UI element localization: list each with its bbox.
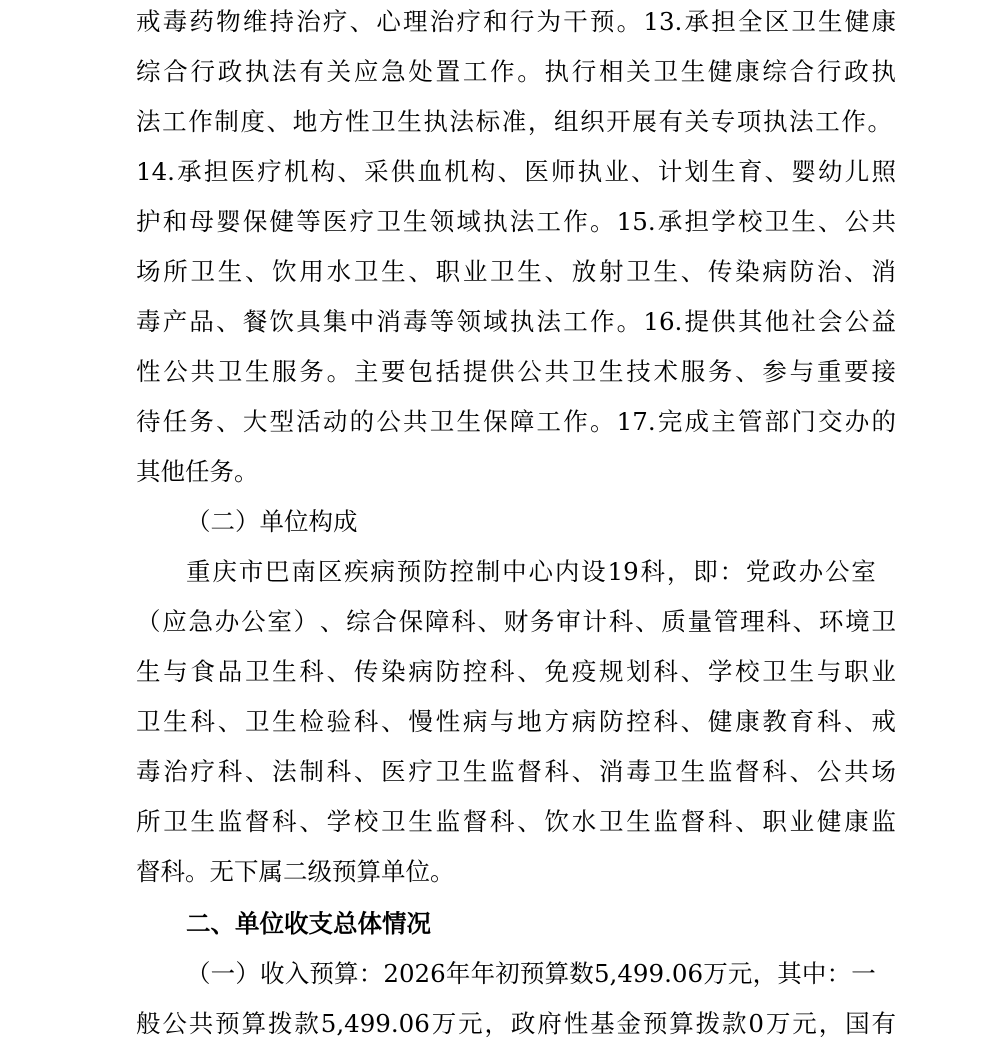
- text-line: 毒 产 品 、 餐 饮 具 集 中 消 毒 等 领 域 执 法 工 作 。 16. 提 供 其 他 社 会 公 益: [136, 307, 896, 336]
- text-line: 戒 毒 药 物 维 持 治 疗 、 心 理 治 疗 和 行 为 干 预 。 13. 承 担 全 区 卫 生 健 康: [136, 7, 896, 36]
- text-line: 法 工 作 制 度 、 地 方 性 卫 生 执 法 标 准 ， 组 织 开 展 有 关 专 项 执 法 工 作 。: [136, 107, 892, 136]
- section-heading-unit-composition: （二）单位构成: [186, 507, 358, 536]
- text-line: 所 卫 生 监 督 科 、 学 校 卫 生 监 督 科 、 饮 水 卫 生 监 督 科 、 职 业 健 康 监: [136, 807, 896, 836]
- text-line: 重 庆 市 巴 南 区 疾 病 预 防 控 制 中 心 内 设 19 科 ， 即 ： 党 政 办 公 室: [186, 557, 876, 586]
- text-line: 性 公 共 卫 生 服 务 。 主 要 包 括 提 供 公 共 卫 生 技 术 服 务 、 参 与 重 要 接: [136, 357, 896, 386]
- text-line: 综 合 行 政 执 法 有 关 应 急 处 置 工 作 。 执 行 相 关 卫 生 健 康 综 合 行 政 执: [136, 57, 896, 86]
- text-line: 其他任务。: [136, 457, 259, 486]
- text-line: 场 所 卫 生 、 饮 用 水 卫 生 、 职 业 卫 生 、 放 射 卫 生 、 传 染 病 防 治 、 消: [136, 257, 896, 286]
- text-line: （ 应 急 办 公 室 ） 、 综 合 保 障 科 、 财 务 审 计 科 、 质 量 管 理 科 、 环 境 卫: [136, 607, 896, 636]
- section-heading-income-expenditure: 二、单位收支总体情况: [186, 909, 431, 938]
- text-line: 护 和 母 婴 保 健 等 医 疗 卫 生 领 域 执 法 工 作 。 15. 承 担 学 校 卫 生 、 公 共: [136, 207, 896, 236]
- text-line: 生 与 食 品 卫 生 科 、 传 染 病 防 控 科 、 免 疫 规 划 科 、 学 校 卫 生 与 职 业: [136, 657, 896, 686]
- text-line: 督科。无下属二级预算单位。: [136, 857, 455, 886]
- text-line: 14. 承 担 医 疗 机 构 、 采 供 血 机 构 、 医 师 执 业 、 计 划 生 育 、 婴 幼 儿 照: [136, 157, 896, 186]
- text-line: 卫 生 科 、 卫 生 检 验 科 、 慢 性 病 与 地 方 病 防 控 科 、 健 康 教 育 科 、 戒: [136, 707, 896, 736]
- text-line: 般 公 共 预 算 拨 款 5,499.06 万 元 ， 政 府 性 基 金 预 算 拨 款 0 万 元 ， 国 有: [136, 1009, 896, 1038]
- text-line: 待 任 务 、 大 型 活 动 的 公 共 卫 生 保 障 工 作 。 17. 完 成 主 管 部 门 交 办 的: [136, 407, 896, 436]
- text-line: （ 一 ） 收 入 预 算 ： 2026 年 年 初 预 算 数 5,499.06 万 元 ， 其 中 ： 一: [186, 959, 876, 988]
- text-line: 毒 治 疗 科 、 法 制 科 、 医 疗 卫 生 监 督 科 、 消 毒 卫 生 监 督 科 、 公 共 场: [136, 757, 896, 786]
